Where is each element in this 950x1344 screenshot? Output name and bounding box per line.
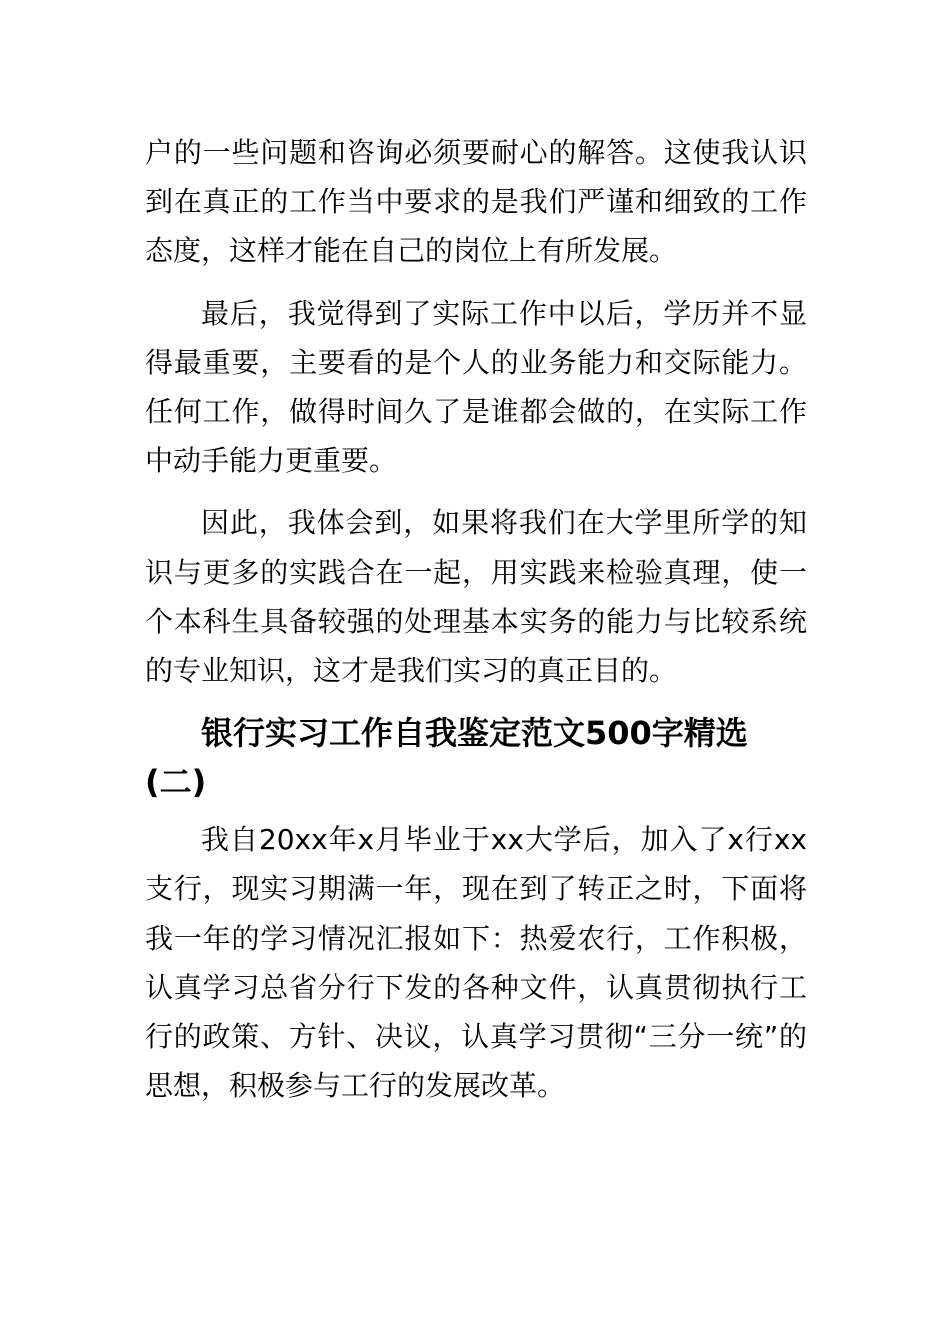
paragraph-4: 我自20xx年x月毕业于xx大学后，加入了x行xx支行，现实习期满一年，现在到了转正之时，下面将我一年的学习情况汇报如下：热爱农行，工作积极，认真学习总省分行下发的各种文件，认真贯彻执行工行的政策、方针、决议，认真学习贯彻“三分一统”的思想，积极参与工行的发展改革。 <box>145 823 807 1103</box>
document-body <box>145 128 807 1110</box>
paragraph-1: 户的一些问题和咨询必须要耐心的解答。这使我认识到在真正的工作当中要求的是我们严谨和细致的工作态度，这样才能在自己的岗位上有所发展。 <box>145 136 807 268</box>
paragraph-3: 因此，我体会到，如果将我们在大学里所学的知识与更多的实践合在一起，用实践来检验真理，使一个本科生具备较强的处理基本实务的能力与比较系统的专业知识，这才是我们实习的真正目的。 <box>145 506 807 688</box>
paragraph-2: 最后，我觉得到了实际工作中以后，学历并不显得最重要，主要看的是个人的业务能力和交际能力。任何工作，做得时间久了是谁都会做的，在实际工作中动手能力更重要。 <box>145 296 807 478</box>
section-heading: 银行实习工作自我鉴定范文500字精选(二) <box>145 714 748 802</box>
